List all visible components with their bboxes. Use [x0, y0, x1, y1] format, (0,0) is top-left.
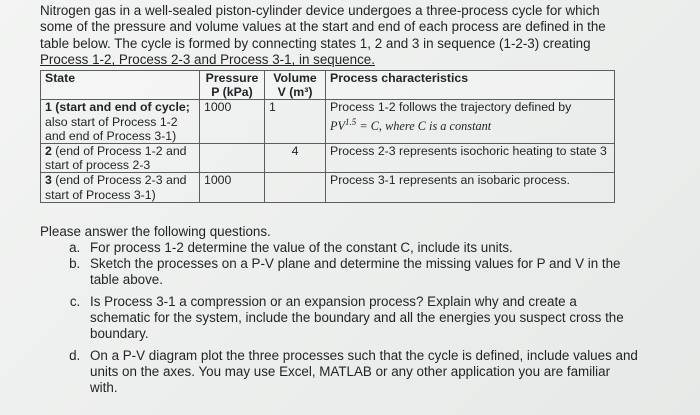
table-row: [41, 100, 615, 144]
row1-volume: 1: [265, 100, 326, 144]
row1-char-text: Process 1-2 follows the trajectory defined by: [330, 100, 572, 115]
row1-state: [41, 100, 200, 144]
row3-state-description: (end of Process 2-3 and start of Process 3-1): [45, 173, 187, 202]
question-c: c. Is Process 3-1 a compression or an expansion process? Explain why and create a schematic for the system, include the boundary and all the energies you suspect cross the boundary.: [84, 294, 640, 342]
row2-state: [41, 144, 200, 173]
eq-rest: = C, where C is a constant: [356, 118, 492, 133]
row2-state-description: (end of Process 1-2 and start of process 2-3: [45, 144, 187, 173]
header-characteristics-label: Process characteristics: [330, 71, 469, 85]
header-volume-unit: V (m³): [277, 85, 313, 100]
row2-volume: 4: [265, 144, 326, 173]
row3-characteristics: Process 3-1 represents an isobaric process.: [326, 173, 615, 202]
row3-state: [41, 173, 200, 202]
problem-intro: [40, 3, 660, 69]
row3-volume: [265, 173, 326, 202]
header-volume: [265, 71, 326, 100]
row3-state-number: 3: [45, 173, 52, 188]
intro-line-3: table below. The cycle is formed by connecting states 1, 2 and 3 in sequence (1-2-3) creating: [40, 35, 591, 51]
table-row: [41, 173, 615, 202]
row1-characteristics: [326, 100, 615, 144]
intro-line-1: Nitrogen gas in a well-sealed piston-cylinder device undergoes a three-process cycle for which: [40, 3, 600, 18]
questions-lead: Please answer the following questions.: [40, 224, 271, 239]
header-pressure-unit: P (kPa): [211, 85, 253, 100]
state-properties-table: [40, 70, 615, 203]
question-a: a. For process 1-2 determine the value of the constant C, include its units.: [84, 240, 640, 256]
row1-char-equation: [330, 115, 610, 133]
row2-characteristics: Process 2-3 represents isochoric heating to state 3: [326, 144, 615, 173]
eq-base: PV: [330, 118, 346, 133]
intro-line-4: Process 1-2, Process 2-3 and Process 3-1, in sequence.: [40, 52, 375, 68]
header-volume-label: Volume: [273, 71, 317, 85]
question-b: b. Sketch the processes on a P-V plane and determine the missing values for P and V in the table above.: [84, 256, 640, 288]
intro-line-2: some of the pressure and volume values at the start and end of each process are defined in the: [40, 19, 606, 35]
header-state-label: State: [45, 71, 76, 85]
row3-pressure: 1000: [200, 173, 265, 202]
table-row: [41, 144, 615, 173]
question-d: d. On a P-V diagram plot the three processes such that the cycle is defined, include values and units on the axes. You may use Excel, MATLAB or any other application you are familiar with.: [84, 348, 640, 396]
row2-pressure: [200, 144, 265, 173]
questions-list: [40, 240, 640, 396]
header-state: [41, 71, 200, 100]
row1-pressure: 1000: [200, 100, 265, 144]
row1-state-description: also start of Process 1-2 and end of Process 3-1): [45, 114, 178, 143]
header-pressure-label: Pressure: [205, 71, 259, 85]
questions-section: [40, 224, 640, 396]
table-header-row: [41, 71, 615, 100]
header-pressure: [200, 71, 265, 100]
row2-state-number: 2: [45, 144, 52, 159]
header-characteristics: [326, 71, 615, 100]
eq-exponent: 1.5: [345, 116, 357, 127]
row1-state-number: 1 (start and end of cycle;: [45, 100, 190, 115]
